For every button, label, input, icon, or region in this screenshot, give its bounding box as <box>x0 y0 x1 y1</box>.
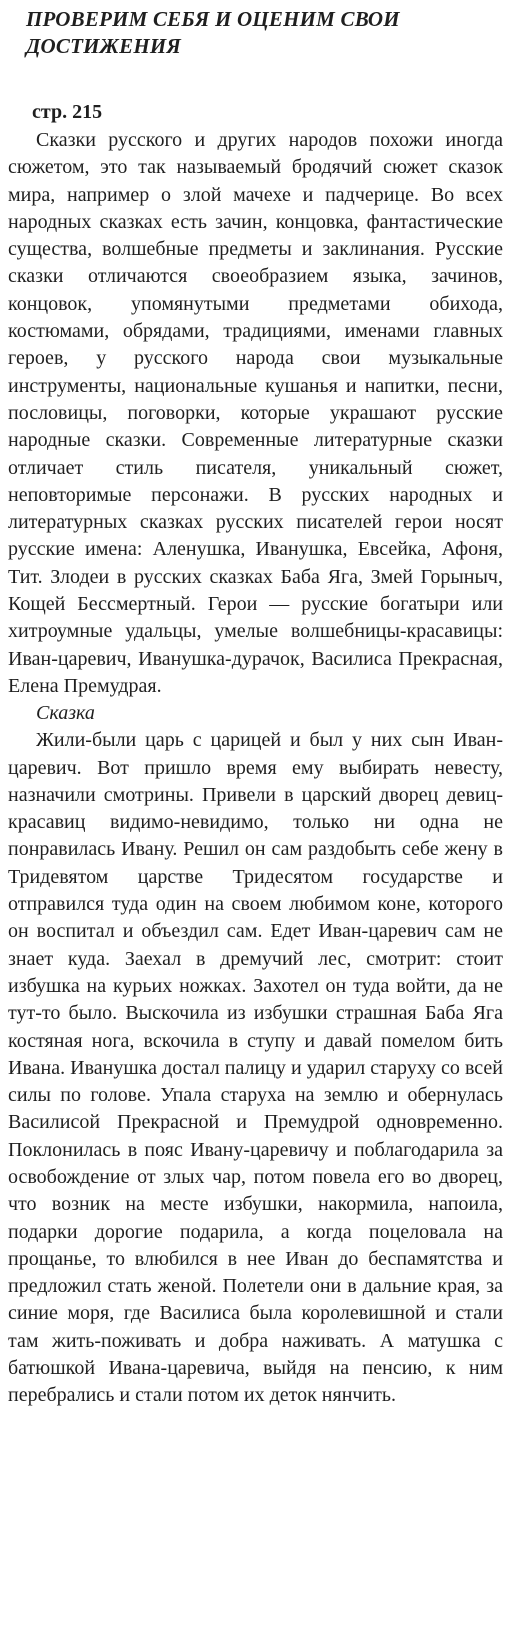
fairy-tale-subheading: Сказка <box>36 702 95 725</box>
paragraph-fairy-tale-text: Жили-были царь с царицей и был у них сын Иван-царевич. Вот пришло время ему выбирать невесту, назначили смотрины. Привели в царский дворец девиц-красавиц видимо-невидимо, только ни одна не понравилась Ивану. Решил он сам раздобыть себе жену в Тридевятом царстве Тридесятом государстве и отправился туда один на своем любимом коне, которого он воспитал и объездил сам. Едет Иван-царевич сам не знает куда. Заехал в дремучий лес, смотрит: стоит избушка на курьих ножках. Захотел он туда войти, да не тут-то было. Выскочила из избушки страшная Баба Яга костяная нога, вскочила в ступу и давай помелом бить Ивана. Иванушка достал палицу и ударил старуху со всей силы по голове. Упала старуха на землю и обернулась Василисой Прекрасной и Премудрой одновременно. Поклонилась в пояс Ивану-царевичу и поблагодарила за освобождение от злых чар, потом повела его во дворец, что возник на месте избушки, накормила, напоила, подарки дорогие подарила, а когда поцеловала на прощанье, то влюбился в нее Иван до беспамятства и предложил стать женой. Полетели они в дальние края, за синие моря, где Василиса была королевишной и стали там жить-поживать и добра наживать. А матушка с батюшкой Ивана-царевича, выйдя на пенсию, к ним перебрались и стали потом их деток нянчить. <box>8 729 503 1407</box>
page-reference: стр. 215 <box>32 101 103 123</box>
paragraph-fairy-tales-overview: Сказки русского и других народов похожи иногда сюжетом, это так называемый бродячий сюжет сказок мира, например о злой мачехе и падчерице. Во всех народных сказках есть зачин, концовка, фантастические существа, волшебные предметы и заклинания. Русские сказки отличаются своеобразием языка, зачинов, концовок, упомянутыми предметами обихода, костюмами, обрядами, традициями, именами главных героев, у русского народа свои музыкальные инструменты, национальные кушанья и напитки, песни, пословицы, поговорки, которые украшают русские народные сказки. Современные литературные сказки отличает стиль писателя, уникальный сюжет, неповторимые персонажи. В русских народных и литературных сказках русских писателей герои носят русские имена: Аленушка, Иванушка, Евсейка, Афоня, Тит. Злодеи в русских сказках Баба Яга, Змей Горыныч, Кощей Бессмертный. Герои — русские богатыри или хитроумные удальцы, умелые волшебницы-красавицы: Иван-царевич, Иванушка-дурачок, Василиса Прекрасная, Елена Премудрая. <box>8 129 503 697</box>
section-title: ПРОВЕРИМ СЕБЯ И ОЦЕНИМ СВОИ ДОСТИЖЕНИЯ <box>26 7 400 58</box>
